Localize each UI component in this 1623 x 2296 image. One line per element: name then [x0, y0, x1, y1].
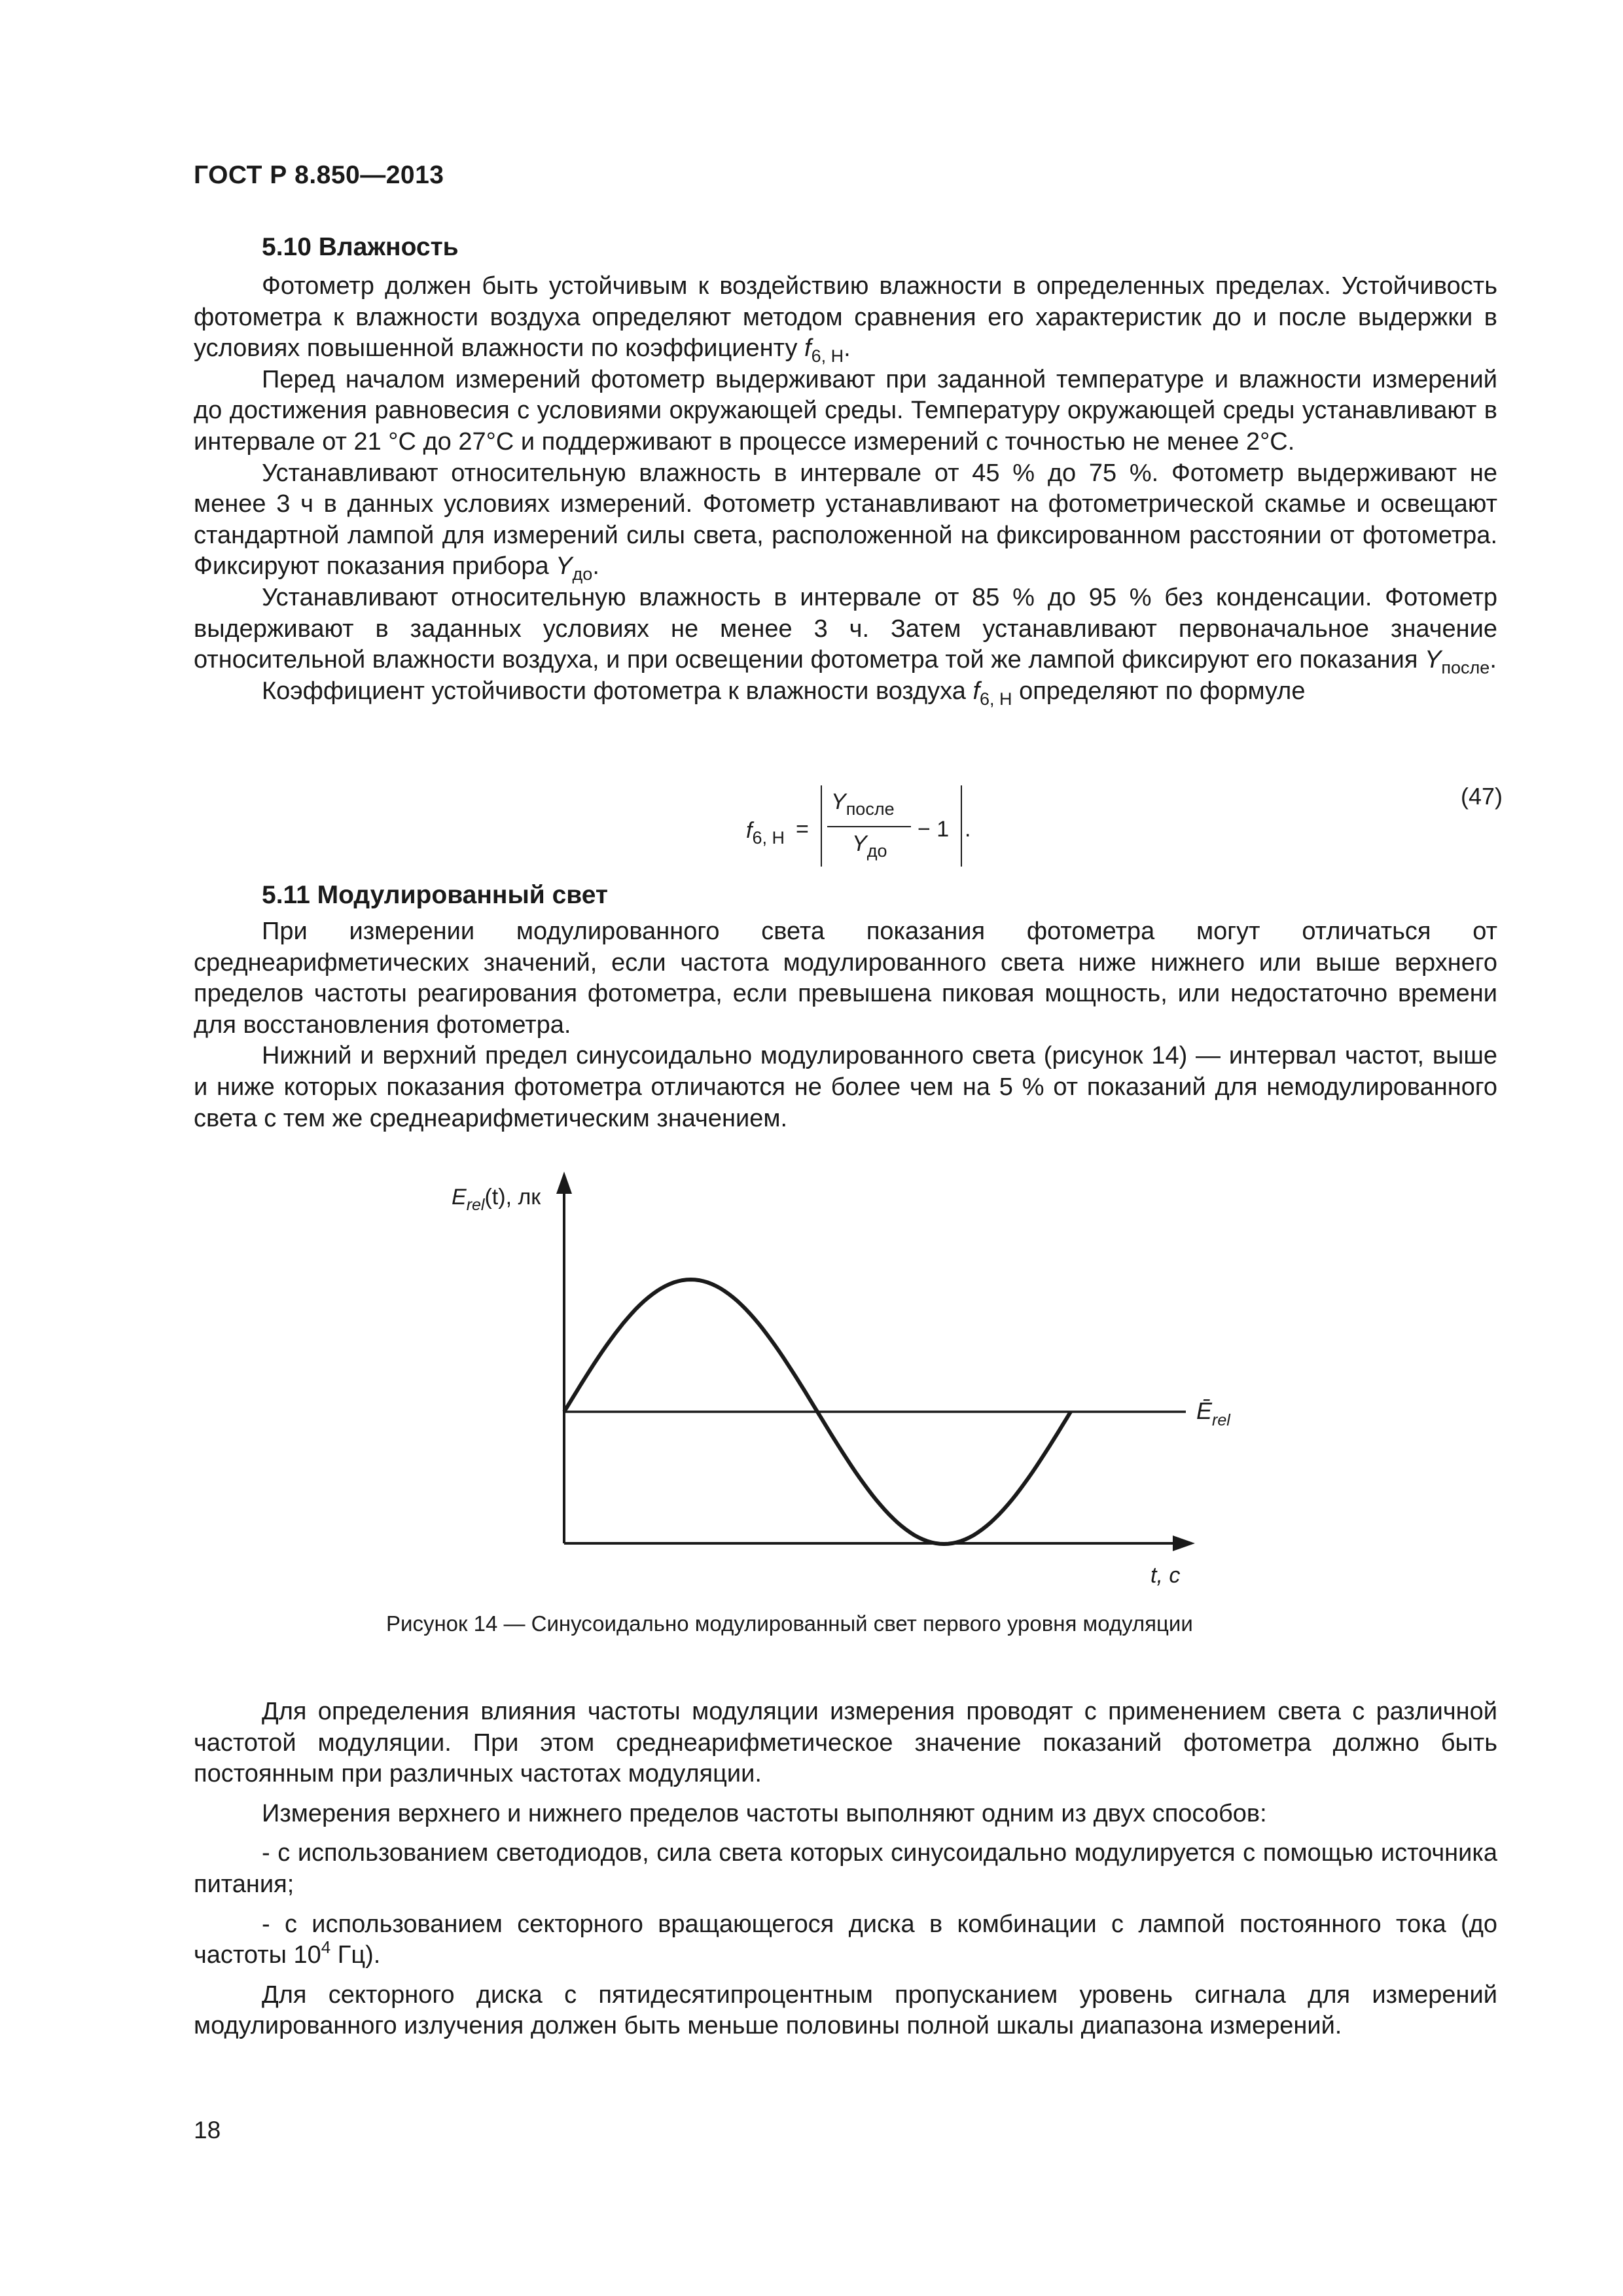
formula-end: .: [965, 817, 971, 842]
text: определяют по формуле: [1012, 677, 1306, 705]
text: (t), лк: [484, 1185, 541, 1210]
text: Гц).: [330, 1941, 381, 1969]
y-axis-label: [452, 1185, 541, 1214]
y-axis-arrow: [556, 1172, 572, 1194]
symbol: Y: [852, 831, 867, 856]
paragraph: Измерения верхнего и нижнего пределов частоты выполняют одним из двух способов:: [262, 1799, 1267, 1827]
subscript: до: [866, 841, 887, 861]
page-number: 18: [194, 2117, 221, 2144]
symbol: f: [804, 334, 812, 363]
section-5-10-heading: 5.10 Влажность: [262, 233, 459, 261]
subscript: 6, H: [752, 828, 785, 848]
paragraph: Перед началом измерений фотометр выдерживают при заданной температуре и влажности измерений до достижения равновесия с условиями окружающей среды. Температуру окружающей среды устанавливают в интервале от 21 °C до 27°C и поддерживают в процессе измерений с точностью не менее 2°C.: [194, 365, 1497, 456]
equation-number: (47): [1461, 783, 1503, 810]
figure-caption: Рисунок 14 — Синусоидально модулированный свет первого уровня модуляции: [386, 1611, 1193, 1636]
symbol: Y: [556, 552, 573, 581]
text: .: [592, 552, 599, 581]
x-axis-arrow: [1173, 1535, 1195, 1551]
document-code: ГОСТ Р 8.850—2013: [194, 161, 444, 189]
symbol: E: [452, 1185, 467, 1210]
minus-one: − 1: [918, 817, 950, 842]
paragraph: - с использованием светодиодов, сила света которых синусоидально модулируется с помощью источника питания;: [194, 1839, 1497, 1898]
text: Фотометр должен быть устойчивым к воздействию влажности в определенных пределах. Устойчивость фотометра к влажности воздуха определяют методом сравнения его характеристик до и после выдержки в условиях повышенной влажности по коэффициенту: [194, 272, 1497, 363]
symbol: Ē: [1196, 1397, 1213, 1424]
text: .: [1489, 646, 1497, 674]
paragraph: Для секторного диска с пятидесятипроцентным пропусканием уровень сигнала для измерений модулированного излучения должен быть меньше половины полной шкалы диапазона измерений.: [194, 1981, 1497, 2040]
subscript: 6, H: [980, 689, 1012, 709]
subscript: rel: [466, 1196, 485, 1214]
text: - с использованием секторного вращающегося диска в комбинации с лампой постоянного тока (до частоты 10: [194, 1910, 1497, 1969]
subscript: после: [1441, 658, 1490, 678]
paragraph: Нижний и верхний предел синусоидально модулированного света (рисунок 14) — интервал частот, выше и ниже которых показания фотометра отличаются не более чем на 5 % от показаний для немодулированного света с тем же среднеарифметическим значением.: [194, 1042, 1497, 1132]
text: Устанавливают относительную влажность в интервале от 45 % до 75 %. Фотометр выдерживают не менее 3 ч в данных условиях измерений. Фотометр устанавливают на фотометрической скамье и освещают стандартной лампой для измерений силы света, расположенной на фиксированном расстоянии от фотометра. Фиксируют показания прибора: [194, 459, 1497, 581]
symbol: Y: [1425, 646, 1442, 674]
paragraph: [194, 1909, 1497, 1971]
x-axis-label: t, c: [1150, 1563, 1181, 1588]
section-5-11-heading: 5.11 Модулированный свет: [262, 881, 608, 909]
after-figure-body: [194, 1696, 1497, 2042]
subscript: rel: [1212, 1411, 1230, 1429]
subscript: после: [846, 799, 895, 819]
paragraph: Для определения влияния частоты модуляции измерения проводят с применением света с различной частотой модуляции. При этом среднеарифметическое значение показаний фотометра должно быть постоянным при различных частотах модуляции.: [194, 1698, 1497, 1788]
subscript: 6, H: [811, 346, 844, 367]
symbol: f: [972, 677, 980, 705]
mean-level-label: [1196, 1397, 1231, 1429]
text: Коэффициент устойчивости фотометра к влажности воздуха: [262, 677, 973, 705]
subscript: до: [572, 564, 593, 584]
text: Устанавливают относительную влажность в интервале от 85 % до 95 % без конденсации. Фотометр выдерживают в заданных условиях не менее 3 ч. Затем устанавливают первоначальное значение относительной влажности воздуха, и при освещении фотометра той же лампой фиксируют его показания: [194, 583, 1497, 674]
symbol: Y: [831, 789, 846, 814]
equals-sign: =: [796, 817, 809, 842]
text: .: [844, 334, 851, 363]
paragraph: При измерении модулированного света показания фотометра могут отличаться от среднеарифметических значений, если частота модулированного света ниже нижнего или выше верхнего пределов частоты реагирования фотометра, если превышена пиковая мощность, или недостаточно времени для восстановления фотометра.: [194, 918, 1497, 1039]
superscript: 4: [321, 1937, 331, 1958]
symbol: f: [746, 818, 753, 843]
